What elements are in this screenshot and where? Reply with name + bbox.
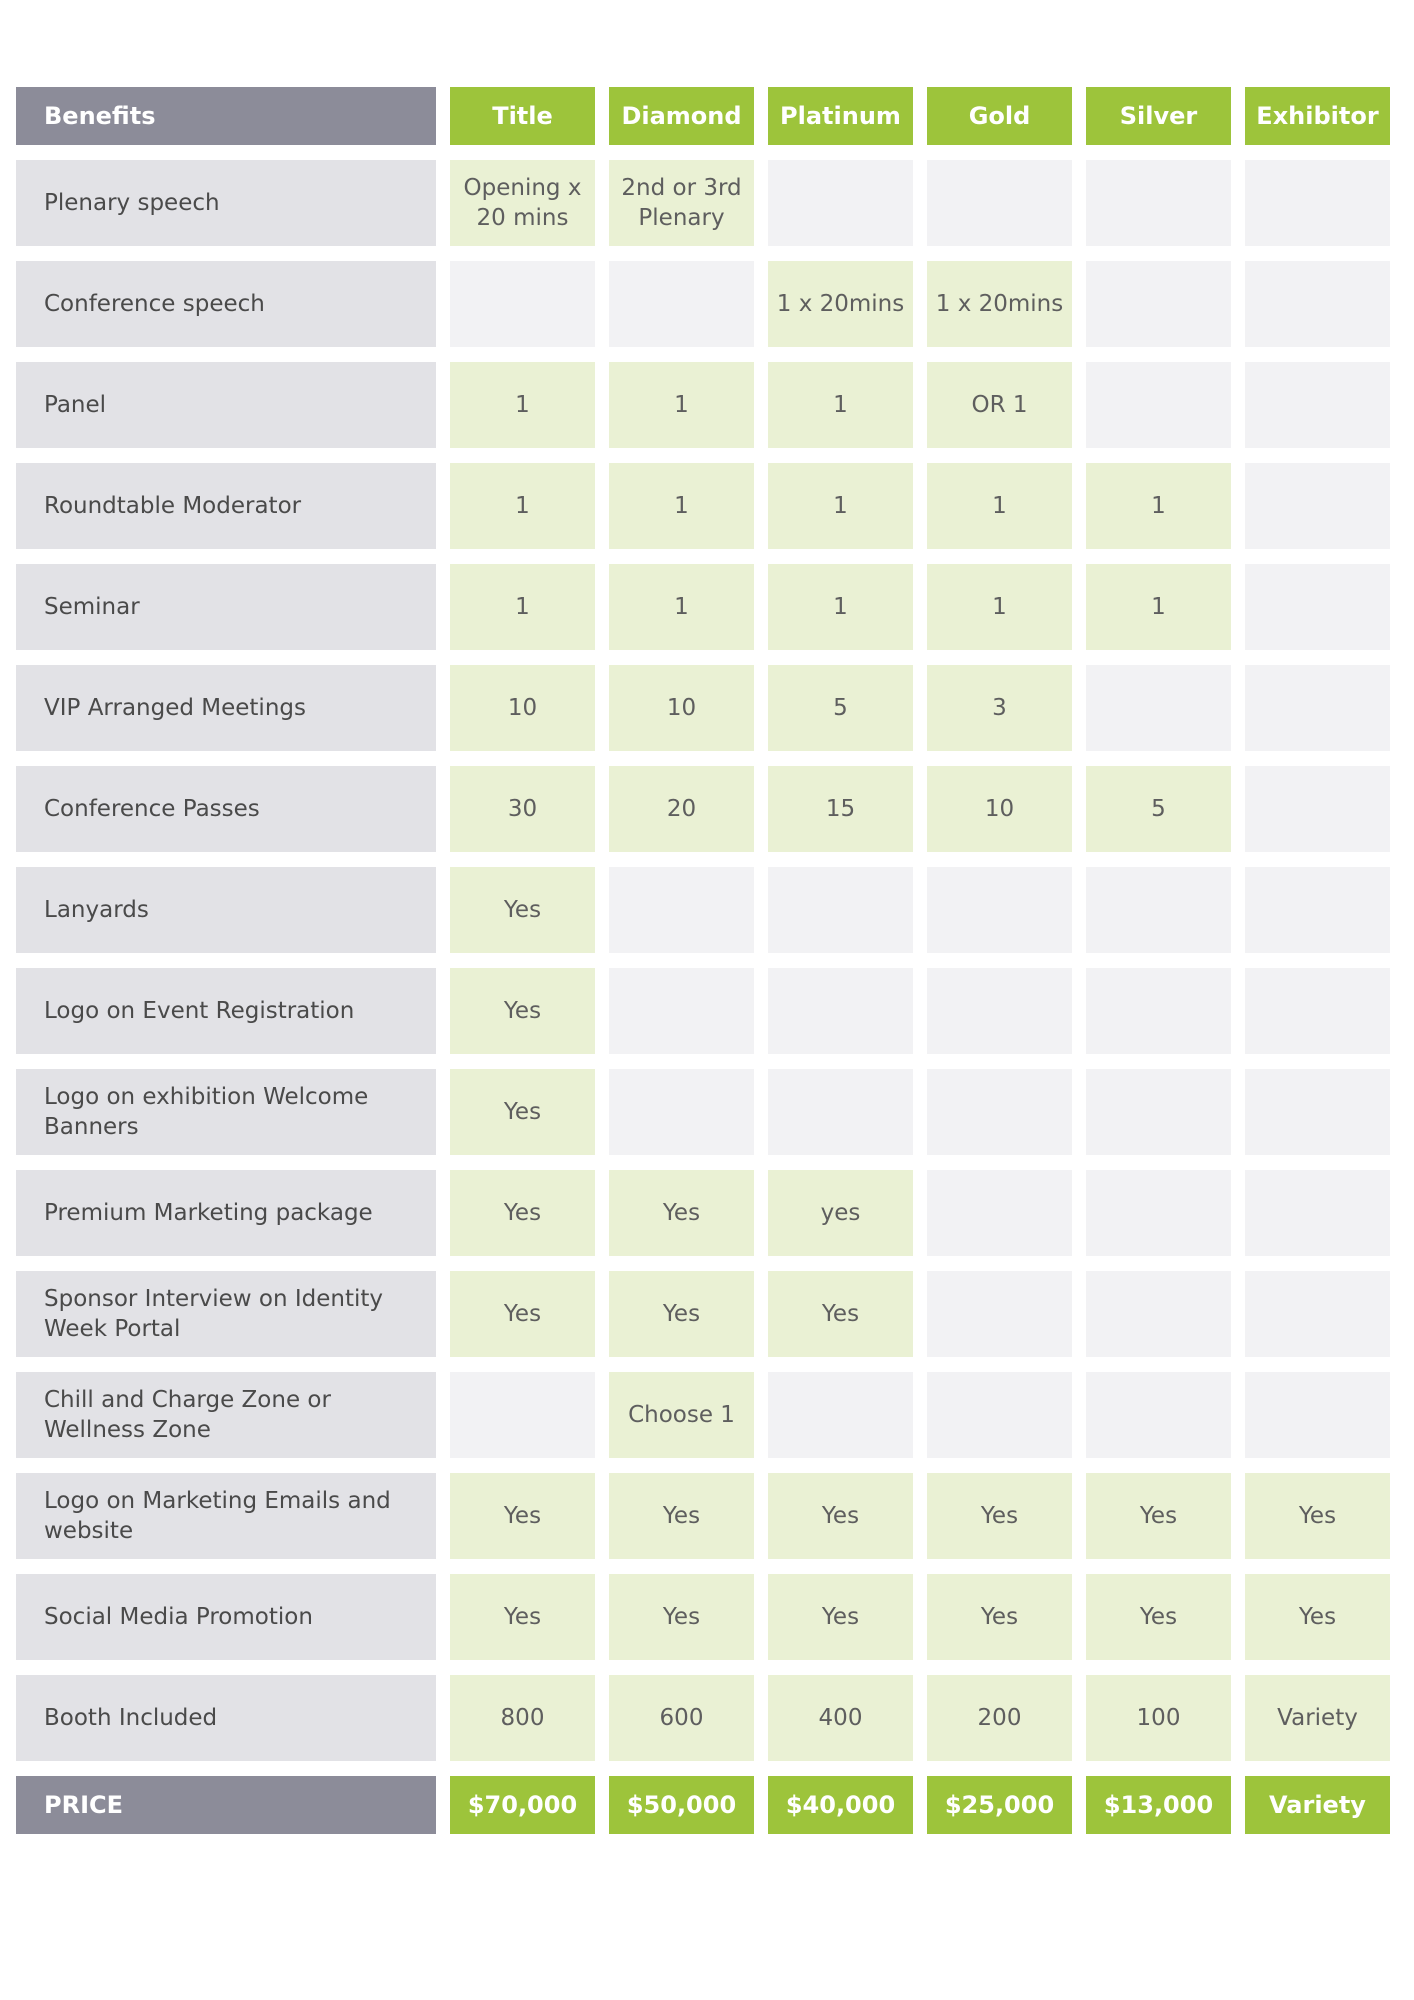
benefit-cell-platinum — [768, 160, 913, 246]
benefit-cell-silver — [1086, 362, 1231, 448]
benefit-label: Logo on Event Registration — [16, 968, 436, 1054]
benefit-cell-platinum: yes — [768, 1170, 913, 1256]
benefit-cell-diamond — [609, 1069, 754, 1155]
benefit-cell-exhibitor — [1245, 968, 1390, 1054]
benefit-label: Panel — [16, 362, 436, 448]
benefit-cell-silver — [1086, 261, 1231, 347]
benefit-cell-platinum — [768, 968, 913, 1054]
price-platinum: $40,000 — [768, 1776, 913, 1834]
benefit-cell-silver — [1086, 968, 1231, 1054]
benefit-label: Logo on exhibition Welcome Banners — [16, 1069, 436, 1155]
benefit-label: Lanyards — [16, 867, 436, 953]
benefit-label: Logo on Marketing Emails and website — [16, 1473, 436, 1559]
benefit-cell-platinum: 15 — [768, 766, 913, 852]
benefit-cell-title: 30 — [450, 766, 595, 852]
benefit-cell-title: Yes — [450, 1473, 595, 1559]
price-silver: $13,000 — [1086, 1776, 1231, 1834]
price-title: $70,000 — [450, 1776, 595, 1834]
benefit-cell-title: 10 — [450, 665, 595, 751]
benefit-cell-silver — [1086, 1069, 1231, 1155]
benefit-label: Sponsor Interview on Identity Week Portal — [16, 1271, 436, 1357]
benefit-cell-silver: 100 — [1086, 1675, 1231, 1761]
benefit-cell-diamond: Choose 1 — [609, 1372, 754, 1458]
benefit-cell-exhibitor — [1245, 463, 1390, 549]
benefit-cell-diamond — [609, 867, 754, 953]
benefit-cell-platinum: 1 — [768, 362, 913, 448]
benefit-cell-silver — [1086, 867, 1231, 953]
tier-header-platinum: Platinum — [768, 87, 913, 145]
benefit-cell-silver: Yes — [1086, 1574, 1231, 1660]
benefit-cell-gold: 3 — [927, 665, 1072, 751]
benefit-cell-silver — [1086, 1170, 1231, 1256]
benefit-cell-exhibitor — [1245, 160, 1390, 246]
benefit-label: Premium Marketing package — [16, 1170, 436, 1256]
benefit-cell-title: Opening x 20 mins — [450, 160, 595, 246]
benefit-cell-exhibitor — [1245, 665, 1390, 751]
benefit-cell-exhibitor — [1245, 362, 1390, 448]
benefit-cell-title: Yes — [450, 1271, 595, 1357]
benefit-cell-diamond: Yes — [609, 1574, 754, 1660]
benefit-cell-gold — [927, 968, 1072, 1054]
benefit-cell-gold: 1 x 20mins — [927, 261, 1072, 347]
benefit-cell-silver: 1 — [1086, 463, 1231, 549]
benefit-cell-exhibitor — [1245, 564, 1390, 650]
benefit-cell-title: Yes — [450, 1069, 595, 1155]
benefit-label: VIP Arranged Meetings — [16, 665, 436, 751]
benefit-cell-gold — [927, 1069, 1072, 1155]
price-diamond: $50,000 — [609, 1776, 754, 1834]
benefit-label: Chill and Charge Zone or Wellness Zone — [16, 1372, 436, 1458]
benefit-cell-silver: 5 — [1086, 766, 1231, 852]
benefit-label: Seminar — [16, 564, 436, 650]
benefit-cell-title: Yes — [450, 968, 595, 1054]
benefit-cell-title — [450, 261, 595, 347]
price-exhibitor: Variety — [1245, 1776, 1390, 1834]
benefit-cell-title: 1 — [450, 564, 595, 650]
benefit-cell-silver — [1086, 1271, 1231, 1357]
benefit-cell-title: Yes — [450, 867, 595, 953]
benefit-cell-gold: Yes — [927, 1473, 1072, 1559]
benefit-label: Conference Passes — [16, 766, 436, 852]
price-label: PRICE — [16, 1776, 436, 1834]
benefit-cell-diamond: 10 — [609, 665, 754, 751]
benefit-cell-gold — [927, 867, 1072, 953]
benefit-cell-platinum: Yes — [768, 1271, 913, 1357]
benefit-cell-platinum: 1 — [768, 463, 913, 549]
benefit-cell-exhibitor — [1245, 766, 1390, 852]
benefit-label: Plenary speech — [16, 160, 436, 246]
benefit-cell-silver: 1 — [1086, 564, 1231, 650]
benefit-cell-diamond: 1 — [609, 564, 754, 650]
benefit-cell-gold: Yes — [927, 1574, 1072, 1660]
benefit-cell-platinum: Yes — [768, 1574, 913, 1660]
benefit-cell-gold: 200 — [927, 1675, 1072, 1761]
benefit-cell-title: 1 — [450, 463, 595, 549]
benefit-cell-platinum — [768, 867, 913, 953]
benefit-cell-silver — [1086, 160, 1231, 246]
sponsorship-benefits-table — [16, 87, 1390, 1834]
benefit-cell-silver — [1086, 665, 1231, 751]
benefit-cell-exhibitor — [1245, 261, 1390, 347]
benefit-cell-gold — [927, 1372, 1072, 1458]
benefit-cell-gold — [927, 1271, 1072, 1357]
benefits-header: Benefits — [16, 87, 436, 145]
benefit-label: Roundtable Moderator — [16, 463, 436, 549]
benefit-cell-title: Yes — [450, 1574, 595, 1660]
tier-header-gold: Gold — [927, 87, 1072, 145]
benefit-cell-exhibitor: Yes — [1245, 1473, 1390, 1559]
price-gold: $25,000 — [927, 1776, 1072, 1834]
benefit-cell-exhibitor: Variety — [1245, 1675, 1390, 1761]
benefit-cell-platinum: 1 x 20mins — [768, 261, 913, 347]
benefit-cell-gold: 1 — [927, 564, 1072, 650]
benefit-cell-diamond: 1 — [609, 463, 754, 549]
benefit-cell-exhibitor — [1245, 867, 1390, 953]
benefit-cell-exhibitor: Yes — [1245, 1574, 1390, 1660]
benefit-cell-exhibitor — [1245, 1271, 1390, 1357]
benefit-label: Social Media Promotion — [16, 1574, 436, 1660]
benefit-cell-gold: OR 1 — [927, 362, 1072, 448]
tier-header-silver: Silver — [1086, 87, 1231, 145]
benefit-cell-diamond: 20 — [609, 766, 754, 852]
benefit-cell-title: 1 — [450, 362, 595, 448]
benefit-cell-silver: Yes — [1086, 1473, 1231, 1559]
benefit-cell-gold — [927, 1170, 1072, 1256]
benefit-cell-platinum — [768, 1372, 913, 1458]
benefit-cell-title: Yes — [450, 1170, 595, 1256]
benefit-cell-diamond — [609, 261, 754, 347]
benefit-cell-exhibitor — [1245, 1170, 1390, 1256]
benefit-label: Conference speech — [16, 261, 436, 347]
benefit-cell-platinum — [768, 1069, 913, 1155]
benefit-cell-exhibitor — [1245, 1372, 1390, 1458]
benefit-cell-silver — [1086, 1372, 1231, 1458]
benefit-cell-gold: 1 — [927, 463, 1072, 549]
benefit-cell-diamond: 2nd or 3rd Plenary — [609, 160, 754, 246]
benefit-cell-diamond: Yes — [609, 1170, 754, 1256]
benefit-cell-diamond: Yes — [609, 1271, 754, 1357]
benefit-cell-platinum: 400 — [768, 1675, 913, 1761]
benefit-cell-platinum: Yes — [768, 1473, 913, 1559]
benefit-cell-diamond: 1 — [609, 362, 754, 448]
benefit-cell-title — [450, 1372, 595, 1458]
benefit-cell-title: 800 — [450, 1675, 595, 1761]
tier-header-exhibitor: Exhibitor — [1245, 87, 1390, 145]
benefit-cell-diamond — [609, 968, 754, 1054]
tier-header-title: Title — [450, 87, 595, 145]
benefit-cell-diamond: 600 — [609, 1675, 754, 1761]
benefit-cell-exhibitor — [1245, 1069, 1390, 1155]
tier-header-diamond: Diamond — [609, 87, 754, 145]
benefit-label: Booth Included — [16, 1675, 436, 1761]
benefit-cell-gold: 10 — [927, 766, 1072, 852]
benefit-cell-diamond: Yes — [609, 1473, 754, 1559]
benefit-cell-platinum: 1 — [768, 564, 913, 650]
benefit-cell-gold — [927, 160, 1072, 246]
benefit-cell-platinum: 5 — [768, 665, 913, 751]
